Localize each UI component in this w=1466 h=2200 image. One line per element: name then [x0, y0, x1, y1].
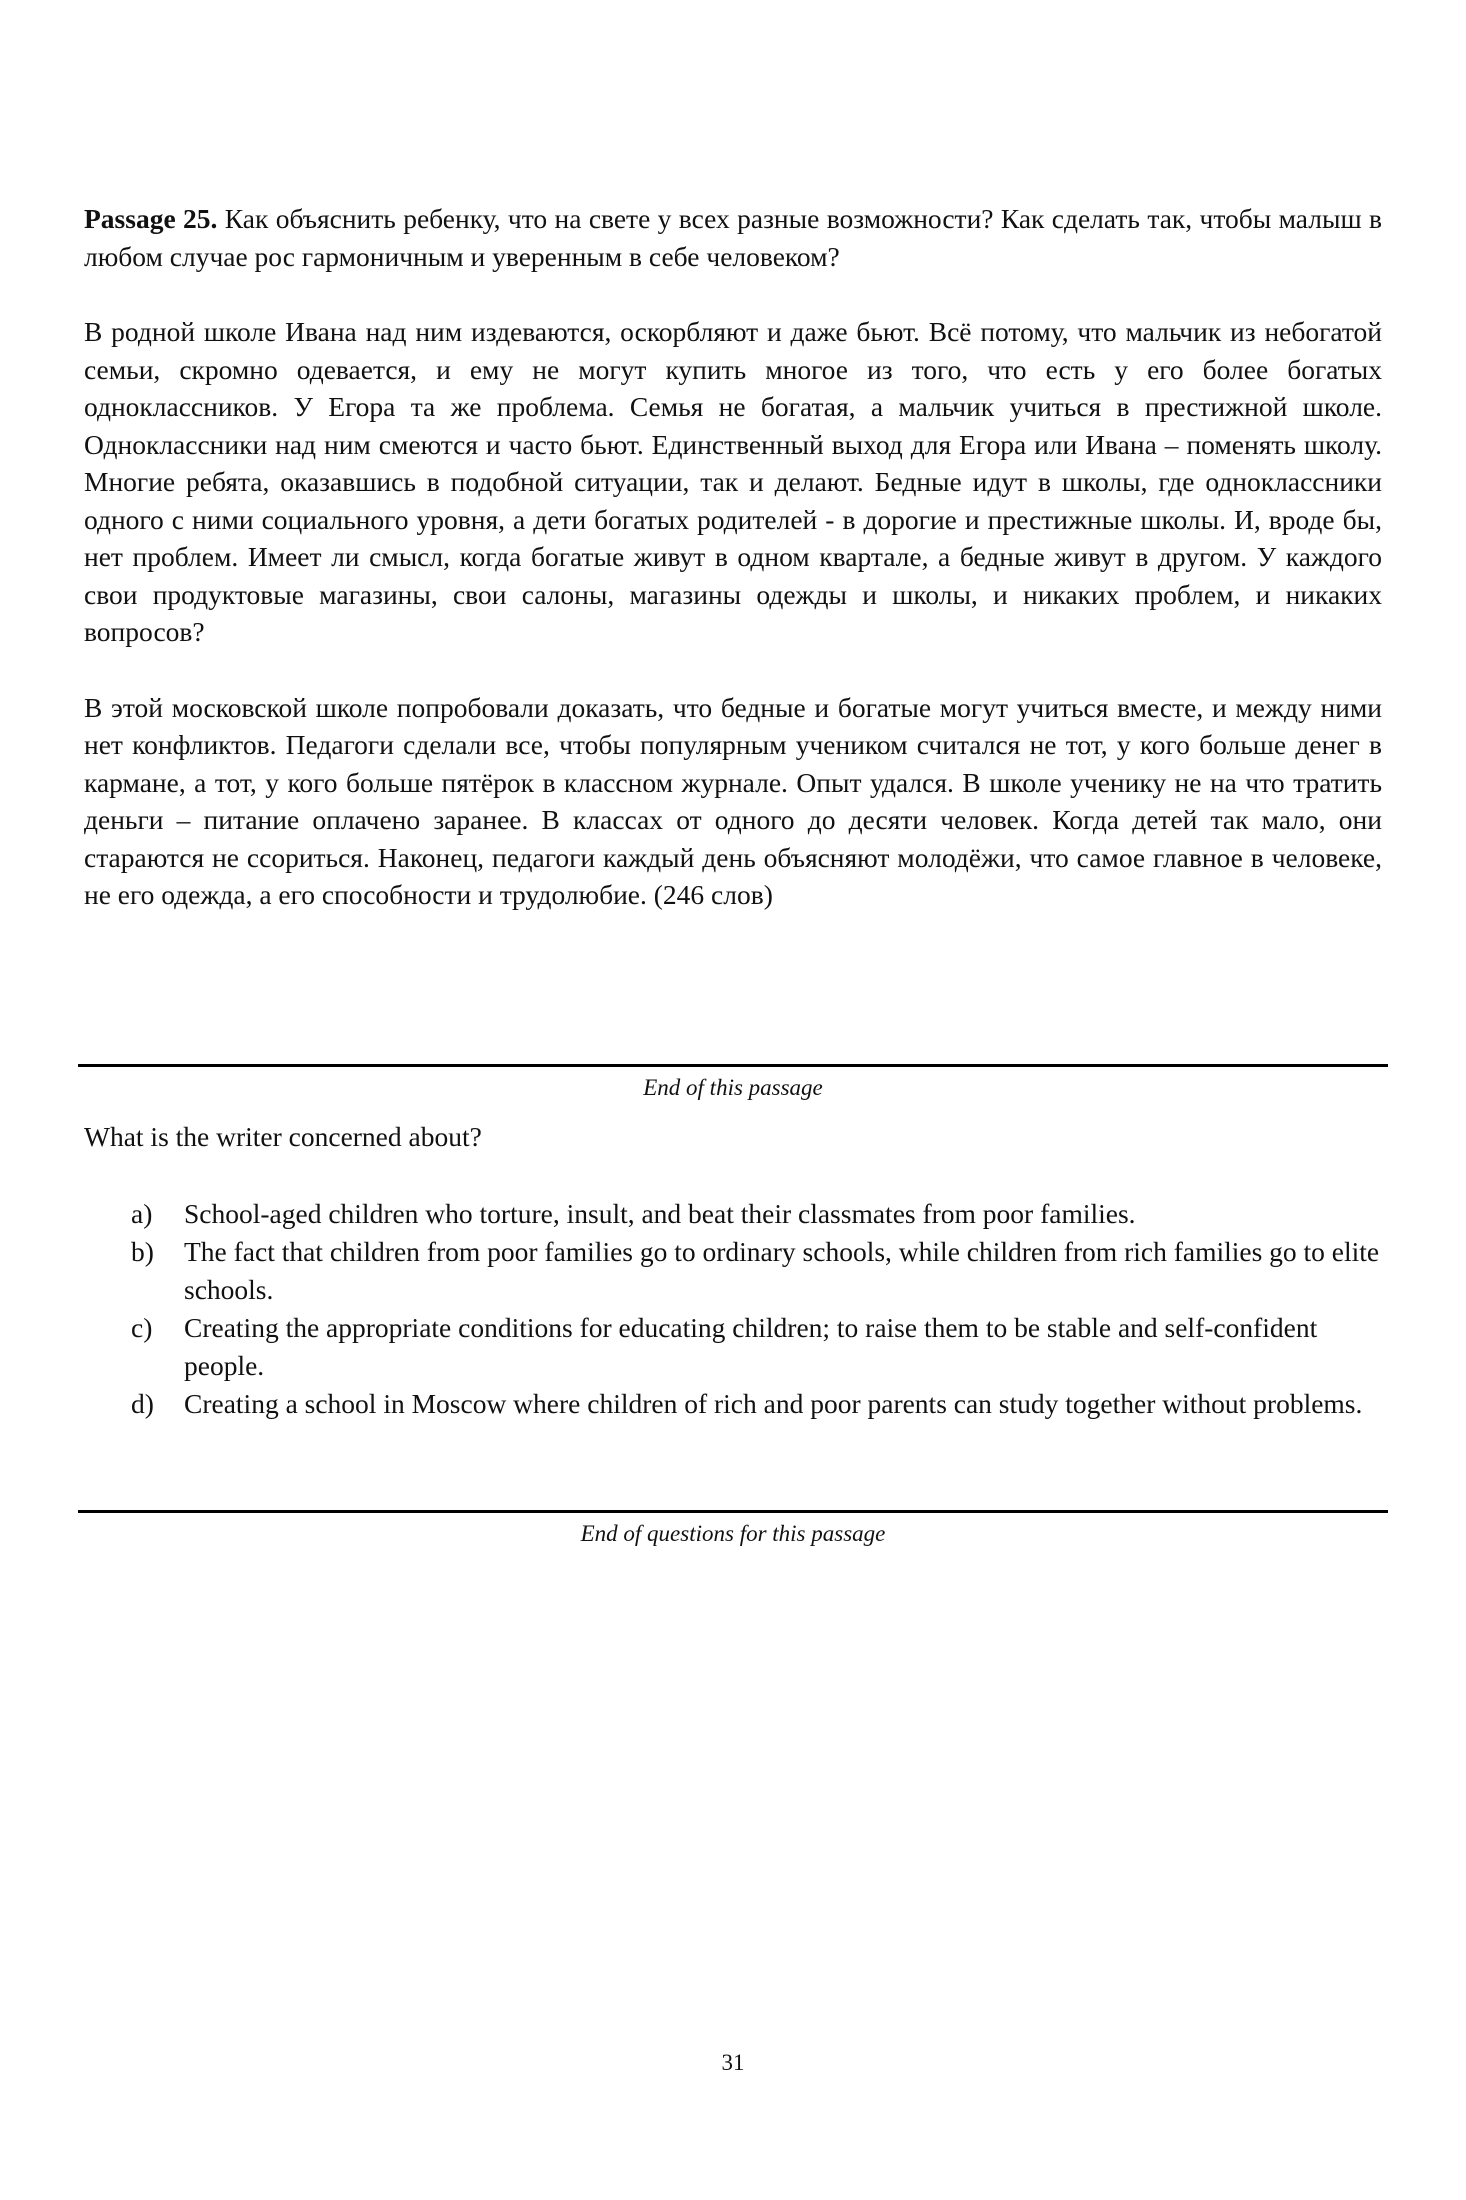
end-of-passage-divider	[78, 1064, 1388, 1103]
option-text: Creating the appropriate conditions for educating children; to raise them to be stable and self-confident people.	[184, 1312, 1318, 1381]
answer-options	[84, 1195, 1382, 1423]
passage-intro	[84, 200, 1382, 275]
answer-option-a	[84, 1195, 1382, 1233]
option-text: Creating a school in Moscow where children of rich and poor parents can study together without problems.	[184, 1388, 1363, 1419]
page-number: 31	[721, 2050, 745, 2075]
option-letter: a)	[131, 1198, 153, 1229]
end-of-questions-divider	[78, 1510, 1388, 1549]
answer-option-c	[84, 1309, 1382, 1385]
option-letter: b)	[131, 1236, 154, 1267]
horizontal-rule	[78, 1064, 1388, 1067]
passage-section	[84, 200, 1382, 914]
passage-label: Passage 25.	[84, 203, 218, 234]
answer-option-d	[84, 1385, 1382, 1423]
option-text: The fact that children from poor families go to ordinary schools, while children from rich families go to elite schools.	[184, 1236, 1380, 1305]
option-letter: c)	[131, 1312, 153, 1343]
end-of-questions-caption: End of questions for this passage	[580, 1521, 886, 1546]
horizontal-rule	[78, 1510, 1388, 1513]
option-letter: d)	[131, 1388, 154, 1419]
question-text: What is the writer concerned about?	[84, 1121, 482, 1152]
passage-intro-text: Как объяснить ребенку, что на свете у всех разные возможности? Как сделать так, чтобы малыш в любом случае рос гармоничным и уверенным в себе человеком?	[84, 203, 1382, 272]
end-of-passage-caption: End of this passage	[643, 1075, 823, 1100]
passage-paragraph-1: В родной школе Ивана над ним издеваются, оскорбляют и даже бьют. Всё потому, что мальчик из небогатой семьи, скромно одевается, и ему не могут купить многое из того, что есть у его более богатых одноклассников. У Егора та же проблема. Семья не богатая, а мальчик учиться в престижной школе. Одноклассники над ним смеются и часто бьют. Единственный выход для Егора или Ивана – поменять школу. Многие ребята, оказавшись в подобной ситуации, так и делают. Бедные идут в школы, где одноклассники одного с ними социального уровня, а дети богатых родителей - в дорогие и престижные школы. И, вроде бы, нет проблем. Имеет ли смысл, когда богатые живут в одном квартале, а бедные живут в другом. У каждого свои продуктовые магазины, свои салоны, магазины одежды и школы, и никаких проблем, и никаких вопросов?	[84, 316, 1382, 647]
option-text: School-aged children who torture, insult, and beat their classmates from poor families.	[184, 1198, 1136, 1229]
answer-option-b	[84, 1233, 1382, 1309]
passage-paragraph-2: В этой московской школе попробовали доказать, что бедные и богатые могут учиться вместе, и между ними нет конфликтов. Педагоги сделали все, чтобы популярным учеником считался не тот, у кого больше денег в кармане, а тот, у кого больше пятёрок в классном журнале. Опыт удался. В школе ученику не на что тратить деньги – питание оплачено заранее. В классах от одного до десяти человек. Когда детей так мало, они стараются не ссориться. Наконец, педагоги каждый день объясняют молодёжи, что самое главное в человеке, не его одежда, а его способности и трудолюбие. (246 слов)	[84, 691, 1382, 910]
